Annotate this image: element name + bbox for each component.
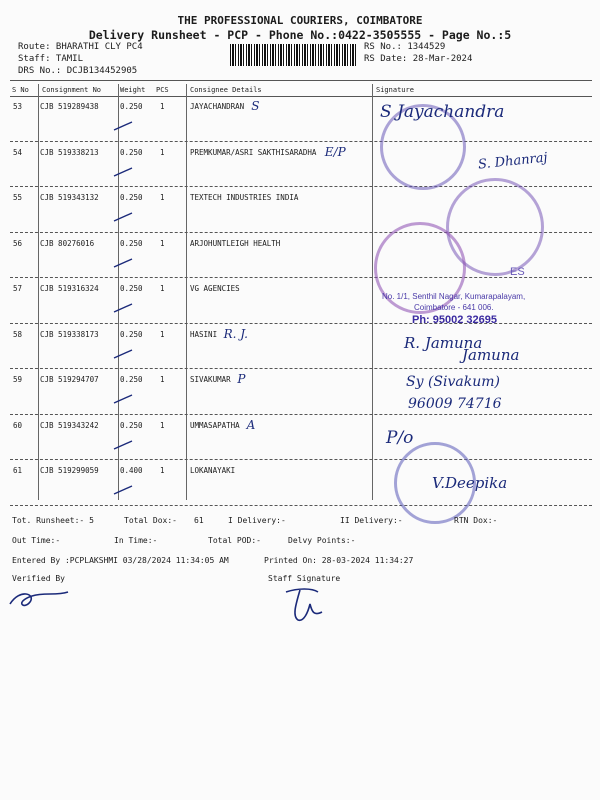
i-delivery: I Delivery:- (228, 516, 286, 525)
cell-weight: 0.250 (120, 193, 143, 202)
handwritten-note: P (237, 372, 246, 386)
col-header-weight: Weight (120, 86, 146, 94)
total-dox-value: 61 (194, 516, 204, 525)
cell-sno: 60 (13, 421, 23, 430)
rs-date: RS Date: 28-Mar-2024 (364, 54, 473, 64)
route-label: Route: BHARATHI CLY PC4 (18, 42, 143, 52)
signature-59-b: 96009 74716 (408, 396, 502, 412)
row-separator (10, 368, 592, 369)
cell-pcs: 1 (160, 148, 165, 157)
entered-by: Entered By :PCPLAKSHMI 03/28/2024 11:34:05 AM (12, 556, 229, 565)
cell-consignee: ARJOHUNTLEIGH HEALTH (190, 239, 281, 248)
cell-pcs: 1 (160, 193, 165, 202)
cell-weight: 0.400 (120, 466, 143, 475)
runsheet-subtitle: Delivery Runsheet - PCP - Phone No.:0422-3505555 - Page No.:5 (88, 28, 512, 42)
ii-delivery: II Delivery:- (340, 516, 403, 525)
printed-on: Printed On: 28-03-2024 11:34:27 (264, 556, 414, 565)
signature-61: V.Deepika (432, 474, 508, 492)
total-pod: Total POD:- (208, 536, 261, 545)
row-separator (10, 141, 592, 142)
out-time: Out Time:- (12, 536, 61, 545)
rs-number: RS No.: 1344529 (364, 42, 446, 52)
cell-weight: 0.250 (120, 102, 143, 111)
tick-mark (112, 391, 134, 405)
cell-consignee: UMMASAPATHA (190, 421, 240, 430)
cell-sno: 58 (13, 330, 23, 339)
stamp-phone: Ph: 95002 32695 (412, 314, 498, 326)
cell-weight: 0.250 (120, 239, 143, 248)
in-time: In Time:- (114, 536, 158, 545)
cell-consignment: CJB 519338213 (40, 148, 99, 157)
cell-consignee: VG AGENCIES (190, 284, 240, 293)
signature-59-a: Sy (Sivakum) (406, 374, 500, 390)
cell-consignment: CJB 519338173 (40, 330, 99, 339)
verifier-signature-mark (6, 584, 76, 614)
cell-sno: 53 (13, 102, 23, 111)
cell-weight: 0.250 (120, 375, 143, 384)
staff-label: Staff: TAMIL (18, 54, 84, 64)
delvy-points: Delvy Points:- (288, 536, 356, 545)
cell-sno: 59 (13, 375, 23, 384)
row-separator (10, 414, 592, 415)
cell-consignee: TEXTECH INDUSTRIES INDIA (190, 193, 299, 202)
table-top-rule (10, 80, 592, 81)
handwritten-note: E/P (324, 145, 346, 159)
cell-sno: 55 (13, 193, 23, 202)
barcode (230, 44, 356, 66)
total-dox-label: Total Dox:- (124, 516, 177, 525)
col-header-sno: S No (12, 86, 29, 94)
cell-sno: 54 (13, 148, 23, 157)
cell-pcs: 1 (160, 284, 165, 293)
signature-60: P/o (386, 428, 414, 448)
cell-consignment: CJB 519343132 (40, 193, 99, 202)
tick-mark (112, 482, 134, 496)
cell-pcs: 1 (160, 102, 165, 111)
cell-weight: 0.250 (120, 284, 143, 293)
cell-consignment: CJB 80276016 (40, 239, 95, 248)
total-runsheet: Tot. Runsheet:- 5 (12, 516, 94, 525)
cell-consignee: JAYACHANDRAN (190, 102, 245, 111)
signature-58-b: Jamuna (462, 346, 520, 364)
col-divider (38, 84, 39, 500)
col-header-pcs: PCS (156, 86, 169, 94)
cell-pcs: 1 (160, 330, 165, 339)
cell-weight: 0.250 (120, 148, 143, 157)
handwritten-note: R. J. (223, 327, 248, 341)
rtn-dox: RTN Dox:- (454, 516, 498, 525)
tick-mark (112, 346, 134, 360)
handwritten-note: A (246, 418, 256, 432)
cell-consignment: CJB 519289438 (40, 102, 99, 111)
cell-consignee: SIVAKUMAR (190, 375, 231, 384)
col-header-signature: Signature (376, 86, 414, 94)
table-header-rule (10, 96, 592, 97)
cell-sno: 56 (13, 239, 23, 248)
cell-sno: 57 (13, 284, 23, 293)
cell-weight: 0.250 (120, 330, 143, 339)
company-title: THE PROFESSIONAL COURIERS, COIMBATORE (177, 14, 423, 27)
col-header-consignment: Consignment No (42, 86, 102, 94)
signature-53: S Jayachandra (380, 102, 505, 122)
signature-54: S. Dhanraj (477, 150, 549, 173)
tick-mark (112, 118, 134, 132)
tick-mark (112, 209, 134, 223)
tick-mark (112, 255, 134, 269)
col-divider (372, 84, 373, 500)
cell-pcs: 1 (160, 239, 165, 248)
cell-consignment: CJB 519299059 (40, 466, 99, 475)
staff-signature-mark (278, 582, 338, 626)
tick-mark (112, 437, 134, 451)
row-separator (10, 505, 592, 506)
cell-pcs: 1 (160, 421, 165, 430)
cell-consignee: HASINI (190, 330, 218, 339)
tick-mark (112, 164, 134, 178)
tick-mark (112, 300, 134, 314)
col-header-consignee: Consignee Details (190, 86, 262, 94)
cell-consignment: CJB 519316324 (40, 284, 99, 293)
cell-pcs: 1 (160, 375, 165, 384)
signature-58-a: R. Jamuna (404, 334, 483, 352)
row-separator (10, 277, 592, 278)
stamp-address: No. 1/1, Senthil Nagar, Kumarapalayam, (382, 292, 526, 301)
row-separator (10, 459, 592, 460)
staff-signature: Staff Signature (268, 574, 341, 583)
verified-by: Verified By (12, 574, 65, 583)
cell-pcs: 1 (160, 466, 165, 475)
stamp-city: Coimbatore - 641 006. (414, 303, 494, 312)
stamp-fragment: ES (510, 266, 525, 278)
drs-label: DRS No.: DCJB134452905 (18, 66, 138, 76)
cell-consignment: CJB 519294707 (40, 375, 99, 384)
col-divider (186, 84, 187, 500)
row-separator (10, 323, 592, 324)
cell-consignee: LOKANAYAKI (190, 466, 236, 475)
cell-sno: 61 (13, 466, 23, 475)
handwritten-note: S (251, 99, 260, 113)
cell-consignee: PREMKUMAR/ASRI SAKTHISARADHA (190, 148, 317, 157)
cell-weight: 0.250 (120, 421, 143, 430)
cell-consignment: CJB 519343242 (40, 421, 99, 430)
